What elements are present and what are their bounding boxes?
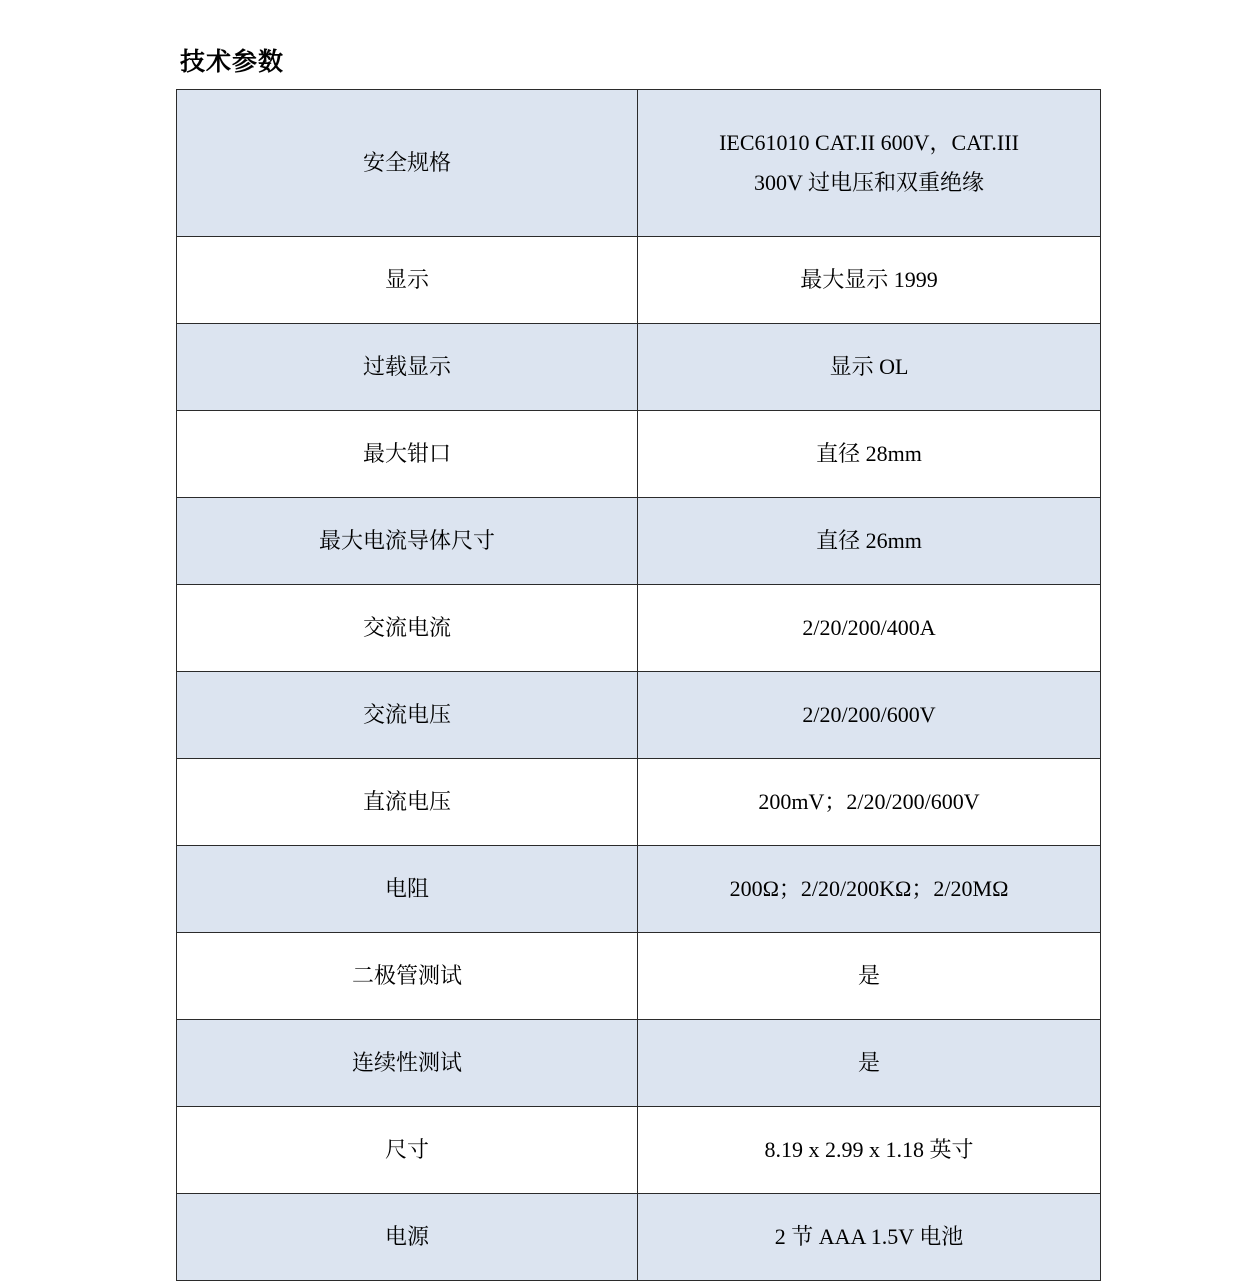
table-row [177, 759, 1101, 846]
spec-value: 2/20/200/400A [638, 585, 1101, 672]
table-row [177, 237, 1101, 324]
spec-label: 安全规格 [177, 90, 638, 237]
spec-value: 200Ω；2/20/200KΩ；2/20MΩ [638, 846, 1101, 933]
spec-value: 8.19 x 2.99 x 1.18 英寸 [638, 1107, 1101, 1194]
spec-value: 最大显示 1999 [638, 237, 1101, 324]
spec-value: 是 [638, 1020, 1101, 1107]
spec-label: 最大钳口 [177, 411, 638, 498]
table-row [177, 90, 1101, 237]
page-title: 技术参数 [180, 48, 285, 76]
table-row [177, 846, 1101, 933]
spec-value: 2 节 AAA 1.5V 电池 [638, 1194, 1101, 1281]
table-row [177, 1107, 1101, 1194]
spec-label: 尺寸 [177, 1107, 638, 1194]
spec-label: 显示 [177, 237, 638, 324]
table-row [177, 585, 1101, 672]
spec-value-line: IEC61010 CAT.II 600V，CAT.III [719, 129, 1019, 155]
table-row [177, 411, 1101, 498]
spec-label: 交流电压 [177, 672, 638, 759]
spec-value: 直径 28mm [638, 411, 1101, 498]
spec-label: 电阻 [177, 846, 638, 933]
spec-value-lines [646, 126, 1092, 200]
spec-label: 电源 [177, 1194, 638, 1281]
specifications-table [176, 89, 1101, 1281]
spec-value: 200mV；2/20/200/600V [638, 759, 1101, 846]
spec-value: 显示 OL [638, 324, 1101, 411]
table-row [177, 498, 1101, 585]
spec-label: 直流电压 [177, 759, 638, 846]
spec-value: 直径 26mm [638, 498, 1101, 585]
spec-label: 过载显示 [177, 324, 638, 411]
spec-value: 是 [638, 933, 1101, 1020]
table-row [177, 933, 1101, 1020]
table-row [177, 324, 1101, 411]
spec-label: 最大电流导体尺寸 [177, 498, 638, 585]
specifications-table-body [177, 90, 1101, 1281]
spec-label: 二极管测试 [177, 933, 638, 1020]
table-row [177, 672, 1101, 759]
spec-value-line: 300V 过电压和双重绝缘 [754, 170, 984, 195]
spec-value: 2/20/200/600V [638, 672, 1101, 759]
spec-value [638, 90, 1101, 237]
table-row [177, 1194, 1101, 1281]
spec-label: 交流电流 [177, 585, 638, 672]
spec-label: 连续性测试 [177, 1020, 638, 1107]
table-row [177, 1020, 1101, 1107]
